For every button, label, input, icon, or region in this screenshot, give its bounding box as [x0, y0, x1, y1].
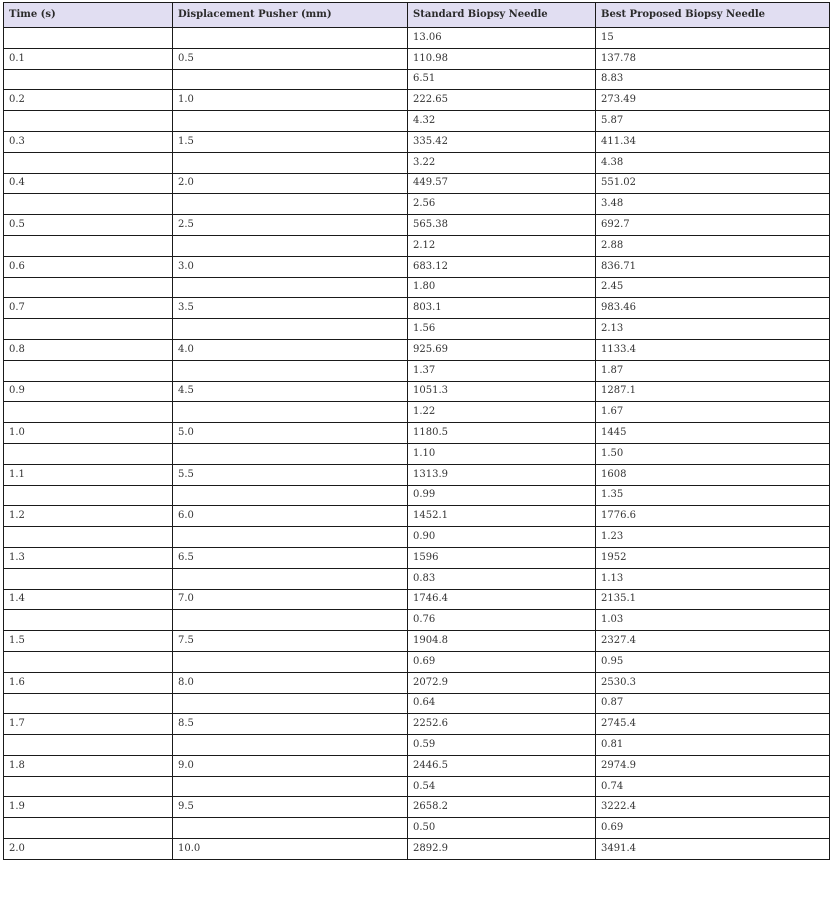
- table-body: [4, 28, 830, 860]
- cell-time: [4, 152, 173, 173]
- cell-proposed-needle: 1133.4: [596, 339, 830, 360]
- cell-displacement: [173, 527, 408, 548]
- cell-time: [4, 485, 173, 506]
- cell-proposed-needle: 2327.4: [596, 631, 830, 652]
- table-row: [4, 319, 830, 340]
- table-row: [4, 776, 830, 797]
- table-row: [4, 527, 830, 548]
- cell-displacement: [173, 735, 408, 756]
- cell-displacement: 0.5: [173, 48, 408, 69]
- table-row: [4, 173, 830, 194]
- cell-displacement: 4.5: [173, 381, 408, 402]
- table-row: [4, 339, 830, 360]
- cell-time: 1.3: [4, 547, 173, 568]
- table-row: [4, 152, 830, 173]
- cell-standard-needle: 3.22: [408, 152, 596, 173]
- cell-standard-needle: 2252.6: [408, 714, 596, 735]
- table-row: [4, 256, 830, 277]
- cell-standard-needle: 1596: [408, 547, 596, 568]
- cell-standard-needle: 2.12: [408, 235, 596, 256]
- cell-standard-needle: 335.42: [408, 131, 596, 152]
- cell-proposed-needle: 836.71: [596, 256, 830, 277]
- cell-time: 1.5: [4, 631, 173, 652]
- cell-proposed-needle: 1445: [596, 423, 830, 444]
- table-header: [4, 3, 830, 28]
- cell-displacement: [173, 28, 408, 49]
- cell-time: [4, 319, 173, 340]
- cell-displacement: [173, 818, 408, 839]
- cell-proposed-needle: 3491.4: [596, 839, 830, 860]
- cell-time: [4, 111, 173, 132]
- cell-displacement: [173, 194, 408, 215]
- table-row: [4, 28, 830, 49]
- cell-standard-needle: 222.65: [408, 90, 596, 111]
- cell-time: [4, 360, 173, 381]
- cell-proposed-needle: 273.49: [596, 90, 830, 111]
- cell-displacement: 1.0: [173, 90, 408, 111]
- cell-proposed-needle: 2530.3: [596, 672, 830, 693]
- cell-displacement: [173, 152, 408, 173]
- cell-standard-needle: 683.12: [408, 256, 596, 277]
- cell-time: [4, 651, 173, 672]
- cell-time: 0.1: [4, 48, 173, 69]
- cell-proposed-needle: 2974.9: [596, 755, 830, 776]
- cell-time: 1.4: [4, 589, 173, 610]
- cell-proposed-needle: 0.87: [596, 693, 830, 714]
- cell-standard-needle: 925.69: [408, 339, 596, 360]
- cell-proposed-needle: 2135.1: [596, 589, 830, 610]
- cell-standard-needle: 1.10: [408, 443, 596, 464]
- cell-proposed-needle: 0.95: [596, 651, 830, 672]
- cell-proposed-needle: 1952: [596, 547, 830, 568]
- table-row: [4, 693, 830, 714]
- cell-standard-needle: 2446.5: [408, 755, 596, 776]
- cell-time: 0.6: [4, 256, 173, 277]
- cell-displacement: 10.0: [173, 839, 408, 860]
- cell-time: [4, 693, 173, 714]
- cell-time: 2.0: [4, 839, 173, 860]
- table-row: [4, 235, 830, 256]
- cell-displacement: 3.0: [173, 256, 408, 277]
- cell-time: [4, 28, 173, 49]
- cell-time: [4, 527, 173, 548]
- cell-standard-needle: 2658.2: [408, 797, 596, 818]
- cell-proposed-needle: 2745.4: [596, 714, 830, 735]
- cell-standard-needle: 1051.3: [408, 381, 596, 402]
- cell-time: 1.6: [4, 672, 173, 693]
- cell-proposed-needle: 8.83: [596, 69, 830, 90]
- table-row: [4, 90, 830, 111]
- cell-standard-needle: 0.76: [408, 610, 596, 631]
- cell-displacement: 7.5: [173, 631, 408, 652]
- table-row: [4, 48, 830, 69]
- cell-time: [4, 194, 173, 215]
- cell-standard-needle: 0.99: [408, 485, 596, 506]
- cell-time: 0.2: [4, 90, 173, 111]
- cell-time: [4, 69, 173, 90]
- cell-proposed-needle: 2.45: [596, 277, 830, 298]
- cell-displacement: 5.0: [173, 423, 408, 444]
- cell-standard-needle: 0.83: [408, 568, 596, 589]
- table-row: [4, 839, 830, 860]
- cell-displacement: 2.5: [173, 215, 408, 236]
- table-row: [4, 610, 830, 631]
- cell-standard-needle: 1180.5: [408, 423, 596, 444]
- cell-proposed-needle: 551.02: [596, 173, 830, 194]
- cell-standard-needle: 449.57: [408, 173, 596, 194]
- data-table: [3, 2, 830, 860]
- table-row: [4, 360, 830, 381]
- cell-displacement: [173, 610, 408, 631]
- cell-time: [4, 776, 173, 797]
- table-row: [4, 464, 830, 485]
- header-time: Time (s): [4, 3, 173, 28]
- cell-proposed-needle: 1.23: [596, 527, 830, 548]
- cell-time: [4, 443, 173, 464]
- cell-time: [4, 610, 173, 631]
- cell-time: 0.7: [4, 298, 173, 319]
- table-row: [4, 277, 830, 298]
- table-row: [4, 755, 830, 776]
- header-standard-needle: Standard Biopsy Needle: [408, 3, 596, 28]
- table-row: [4, 485, 830, 506]
- cell-time: 1.2: [4, 506, 173, 527]
- table-row: [4, 547, 830, 568]
- cell-proposed-needle: 1.87: [596, 360, 830, 381]
- cell-displacement: [173, 443, 408, 464]
- cell-standard-needle: 0.90: [408, 527, 596, 548]
- cell-standard-needle: 0.50: [408, 818, 596, 839]
- cell-proposed-needle: 1776.6: [596, 506, 830, 527]
- cell-displacement: 6.0: [173, 506, 408, 527]
- cell-displacement: 9.5: [173, 797, 408, 818]
- cell-time: 0.8: [4, 339, 173, 360]
- table-row: [4, 402, 830, 423]
- table-row: [4, 381, 830, 402]
- cell-displacement: [173, 69, 408, 90]
- cell-time: 0.3: [4, 131, 173, 152]
- table-row: [4, 735, 830, 756]
- header-row: [4, 3, 830, 28]
- cell-time: 1.9: [4, 797, 173, 818]
- cell-displacement: 2.0: [173, 173, 408, 194]
- cell-displacement: [173, 776, 408, 797]
- cell-standard-needle: 1746.4: [408, 589, 596, 610]
- table-row: [4, 818, 830, 839]
- cell-time: [4, 402, 173, 423]
- cell-standard-needle: 0.64: [408, 693, 596, 714]
- cell-time: 1.0: [4, 423, 173, 444]
- table-row: [4, 672, 830, 693]
- cell-proposed-needle: 3.48: [596, 194, 830, 215]
- cell-time: [4, 568, 173, 589]
- cell-proposed-needle: 1.13: [596, 568, 830, 589]
- cell-displacement: [173, 402, 408, 423]
- cell-standard-needle: 1313.9: [408, 464, 596, 485]
- cell-standard-needle: 1.80: [408, 277, 596, 298]
- cell-displacement: [173, 277, 408, 298]
- cell-displacement: [173, 360, 408, 381]
- cell-standard-needle: 2072.9: [408, 672, 596, 693]
- cell-proposed-needle: 1.35: [596, 485, 830, 506]
- cell-displacement: [173, 319, 408, 340]
- cell-standard-needle: 0.54: [408, 776, 596, 797]
- cell-displacement: [173, 568, 408, 589]
- cell-proposed-needle: 2.88: [596, 235, 830, 256]
- cell-proposed-needle: 1287.1: [596, 381, 830, 402]
- cell-time: 0.9: [4, 381, 173, 402]
- cell-proposed-needle: 15: [596, 28, 830, 49]
- table-row: [4, 423, 830, 444]
- table-row: [4, 298, 830, 319]
- cell-displacement: [173, 235, 408, 256]
- cell-time: [4, 735, 173, 756]
- header-displacement: Displacement Pusher (mm): [173, 3, 408, 28]
- cell-standard-needle: 803.1: [408, 298, 596, 319]
- cell-proposed-needle: 5.87: [596, 111, 830, 132]
- table-row: [4, 589, 830, 610]
- cell-standard-needle: 2892.9: [408, 839, 596, 860]
- cell-displacement: 3.5: [173, 298, 408, 319]
- cell-standard-needle: 13.06: [408, 28, 596, 49]
- cell-time: [4, 277, 173, 298]
- table-row: [4, 631, 830, 652]
- cell-displacement: 1.5: [173, 131, 408, 152]
- cell-time: [4, 235, 173, 256]
- cell-standard-needle: 565.38: [408, 215, 596, 236]
- cell-standard-needle: 6.51: [408, 69, 596, 90]
- cell-proposed-needle: 411.34: [596, 131, 830, 152]
- table-row: [4, 714, 830, 735]
- table-row: [4, 111, 830, 132]
- cell-proposed-needle: 983.46: [596, 298, 830, 319]
- cell-proposed-needle: 1608: [596, 464, 830, 485]
- cell-displacement: 7.0: [173, 589, 408, 610]
- cell-standard-needle: 4.32: [408, 111, 596, 132]
- cell-proposed-needle: 0.81: [596, 735, 830, 756]
- cell-standard-needle: 2.56: [408, 194, 596, 215]
- header-proposed-needle: Best Proposed Biopsy Needle: [596, 3, 830, 28]
- table-row: [4, 194, 830, 215]
- document-page: [0, 2, 831, 903]
- cell-proposed-needle: 692.7: [596, 215, 830, 236]
- cell-proposed-needle: 137.78: [596, 48, 830, 69]
- cell-displacement: 8.0: [173, 672, 408, 693]
- cell-standard-needle: 1452.1: [408, 506, 596, 527]
- table-row: [4, 443, 830, 464]
- cell-proposed-needle: 0.69: [596, 818, 830, 839]
- cell-time: 1.8: [4, 755, 173, 776]
- cell-displacement: 5.5: [173, 464, 408, 485]
- cell-time: 1.1: [4, 464, 173, 485]
- cell-time: 1.7: [4, 714, 173, 735]
- cell-time: [4, 818, 173, 839]
- cell-standard-needle: 0.69: [408, 651, 596, 672]
- cell-displacement: [173, 111, 408, 132]
- cell-displacement: 4.0: [173, 339, 408, 360]
- table-row: [4, 69, 830, 90]
- cell-displacement: [173, 651, 408, 672]
- table-row: [4, 215, 830, 236]
- cell-time: 0.4: [4, 173, 173, 194]
- cell-standard-needle: 1.56: [408, 319, 596, 340]
- cell-proposed-needle: 3222.4: [596, 797, 830, 818]
- cell-displacement: 8.5: [173, 714, 408, 735]
- table-row: [4, 568, 830, 589]
- cell-proposed-needle: 2.13: [596, 319, 830, 340]
- table-row: [4, 651, 830, 672]
- cell-proposed-needle: 0.74: [596, 776, 830, 797]
- cell-proposed-needle: 1.50: [596, 443, 830, 464]
- cell-standard-needle: 1.37: [408, 360, 596, 381]
- cell-standard-needle: 110.98: [408, 48, 596, 69]
- cell-standard-needle: 1.22: [408, 402, 596, 423]
- table-row: [4, 131, 830, 152]
- cell-standard-needle: 0.59: [408, 735, 596, 756]
- table-row: [4, 506, 830, 527]
- cell-displacement: 6.5: [173, 547, 408, 568]
- cell-displacement: [173, 693, 408, 714]
- cell-standard-needle: 1904.8: [408, 631, 596, 652]
- table-row: [4, 797, 830, 818]
- cell-proposed-needle: 4.38: [596, 152, 830, 173]
- cell-proposed-needle: 1.03: [596, 610, 830, 631]
- cell-time: 0.5: [4, 215, 173, 236]
- cell-displacement: 9.0: [173, 755, 408, 776]
- cell-proposed-needle: 1.67: [596, 402, 830, 423]
- cell-displacement: [173, 485, 408, 506]
